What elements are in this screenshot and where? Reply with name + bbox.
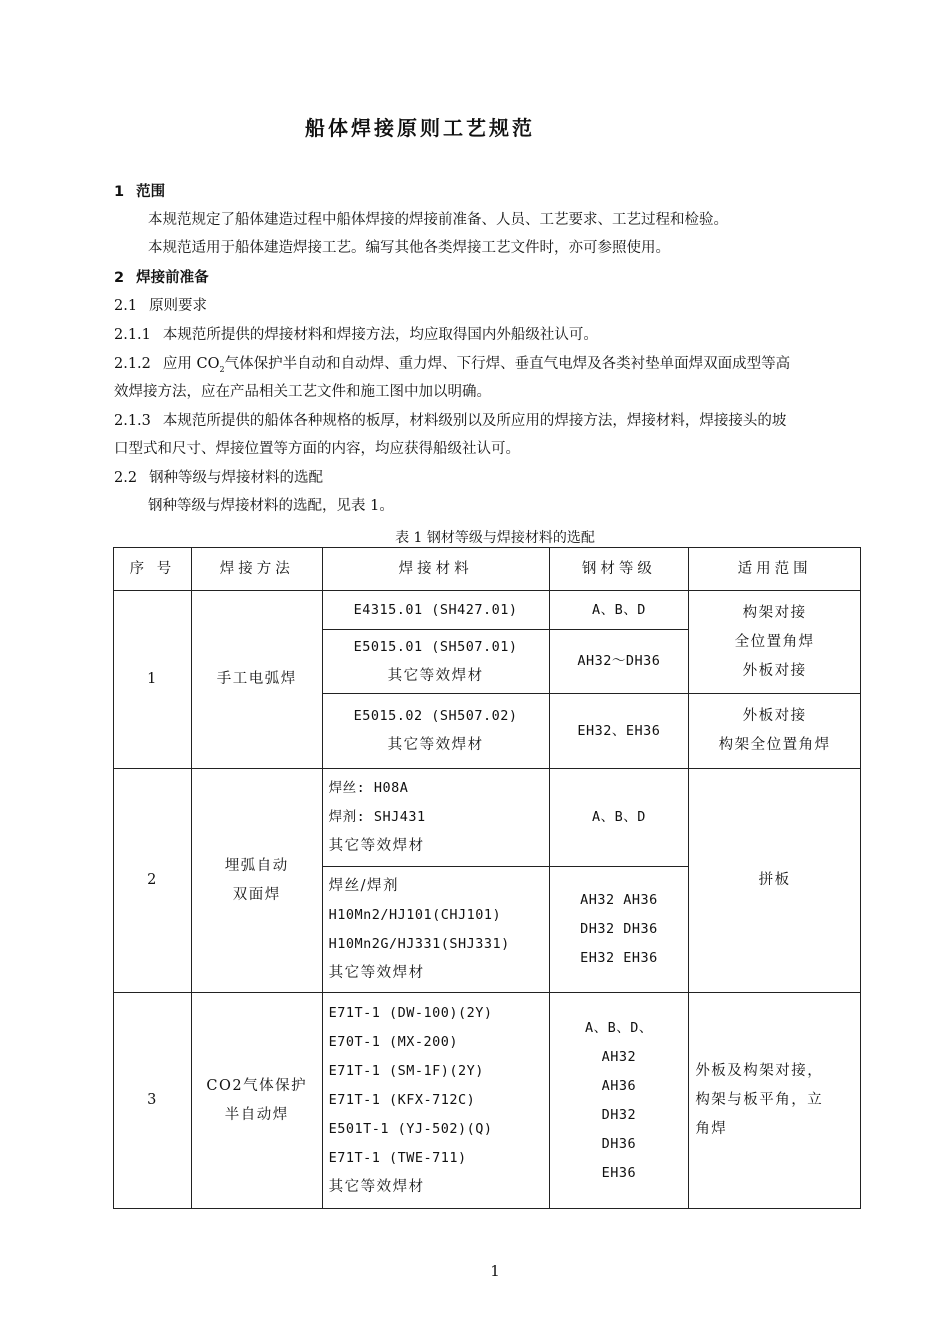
section-2-2-heading: 2.2 钢种等级与焊接材料的选配 xyxy=(114,470,324,486)
steel-grade: AH32 AH36 DH32 DH36 EH32 EH36 xyxy=(549,867,689,993)
steel-grade: A、B、D xyxy=(549,769,689,867)
weld-material: E5015.02 (SH507.02) 其它等效焊材 xyxy=(322,694,549,769)
weld-method: 埋弧自动 双面焊 xyxy=(191,769,322,993)
header-material: 焊接材料 xyxy=(322,548,549,591)
section-2-1-2-line-1: 2.1.2 应用 $CO_2$气体保护半自动和自动焊、重力焊、下行焊、垂直气电焊及各类衬垫单面焊双面成型等高 xyxy=(114,356,791,374)
application-scope: 外板及构架对接， 构架与板平角，立 角焊 xyxy=(689,993,861,1209)
table-caption: 表 1 钢材等级与焊接材料的选配 xyxy=(395,530,595,546)
section-1-paragraph-2: 本规范适用于船体建造焊接工艺。编写其他各类焊接工艺文件时，亦可参照使用。 xyxy=(148,240,670,256)
section-2-2-paragraph: 钢种等级与焊接材料的选配，见表 1。 xyxy=(148,498,394,514)
row-number: 1 xyxy=(114,591,192,769)
section-2-1-heading: 2.1 原则要求 xyxy=(114,298,208,314)
weld-material: E5015.01 (SH507.01) 其它等效焊材 xyxy=(322,630,549,694)
steel-grade: EH32、EH36 xyxy=(549,694,689,769)
weld-material: E4315.01 (SH427.01) xyxy=(322,591,549,630)
section-1-paragraph-1: 本规范规定了船体建造过程中船体焊接的焊接前准备、人员、工艺要求、工艺过程和检验。 xyxy=(148,212,728,228)
weld-material: 焊丝/焊剂 H10Mn2/HJ101(CHJ101) H10Mn2G/HJ331(SHJ331) 其它等效焊材 xyxy=(322,867,549,993)
header-no: 序 号 xyxy=(114,548,192,591)
weld-method: 手工电弧焊 xyxy=(191,591,322,769)
weld-method: CO2气体保护 半自动焊 xyxy=(191,993,322,1209)
section-2-1-3-line-2: 口型式和尺寸、焊接位置等方面的内容，均应获得船级社认可。 xyxy=(114,441,520,457)
header-grade: 钢材等级 xyxy=(549,548,689,591)
section-2-1-3-line-1: 2.1.3 本规范所提供的船体各种规格的板厚，材料级别以及所应用的焊接方法，焊接材料，焊接接头的坡 xyxy=(114,413,787,429)
weld-material: 焊丝: H08A 焊剂: SHJ431 其它等效焊材 xyxy=(322,769,549,867)
section-2-heading: 2 焊接前准备 xyxy=(114,270,209,286)
table-row xyxy=(114,993,861,1209)
welding-materials-table xyxy=(113,547,861,1209)
steel-grade: A、B、D、 AH32 AH36 DH32 DH36 EH36 xyxy=(549,993,689,1209)
section-1-heading: 1 范围 xyxy=(114,184,166,200)
table-header-row xyxy=(114,548,861,591)
section-2-1-1: 2.1.1 本规范所提供的焊接材料和焊接方法，均应取得国内外船级社认可。 xyxy=(114,327,598,343)
application-scope: 拼板 xyxy=(689,769,861,993)
weld-material: E71T-1 (DW-100)(2Y) E70T-1 (MX-200) E71T-1 (SM-1F)(2Y) E71T-1 (KFX-712C) E501T-1 (YJ-502)(Q) E71T-1 (TWE-711) 其它等效焊材 xyxy=(322,993,549,1209)
row-number: 2 xyxy=(114,769,192,993)
application-scope: 外板对接 构架全位置角焊 xyxy=(689,694,861,769)
table-row xyxy=(114,769,861,867)
table-row xyxy=(114,591,861,630)
steel-grade: A、B、D xyxy=(549,591,689,630)
header-scope: 适用范围 xyxy=(689,548,861,591)
page-number: 1 xyxy=(490,1262,500,1280)
row-number: 3 xyxy=(114,993,192,1209)
application-scope: 构架对接 全位置角焊 外板对接 xyxy=(689,591,861,694)
section-2-1-2-line-2: 效焊接方法，应在产品相关工艺文件和施工图中加以明确。 xyxy=(114,384,491,400)
document-title: 船体焊接原则工艺规范 xyxy=(305,116,535,140)
steel-grade: AH32～DH36 xyxy=(549,630,689,694)
header-method: 焊接方法 xyxy=(191,548,322,591)
